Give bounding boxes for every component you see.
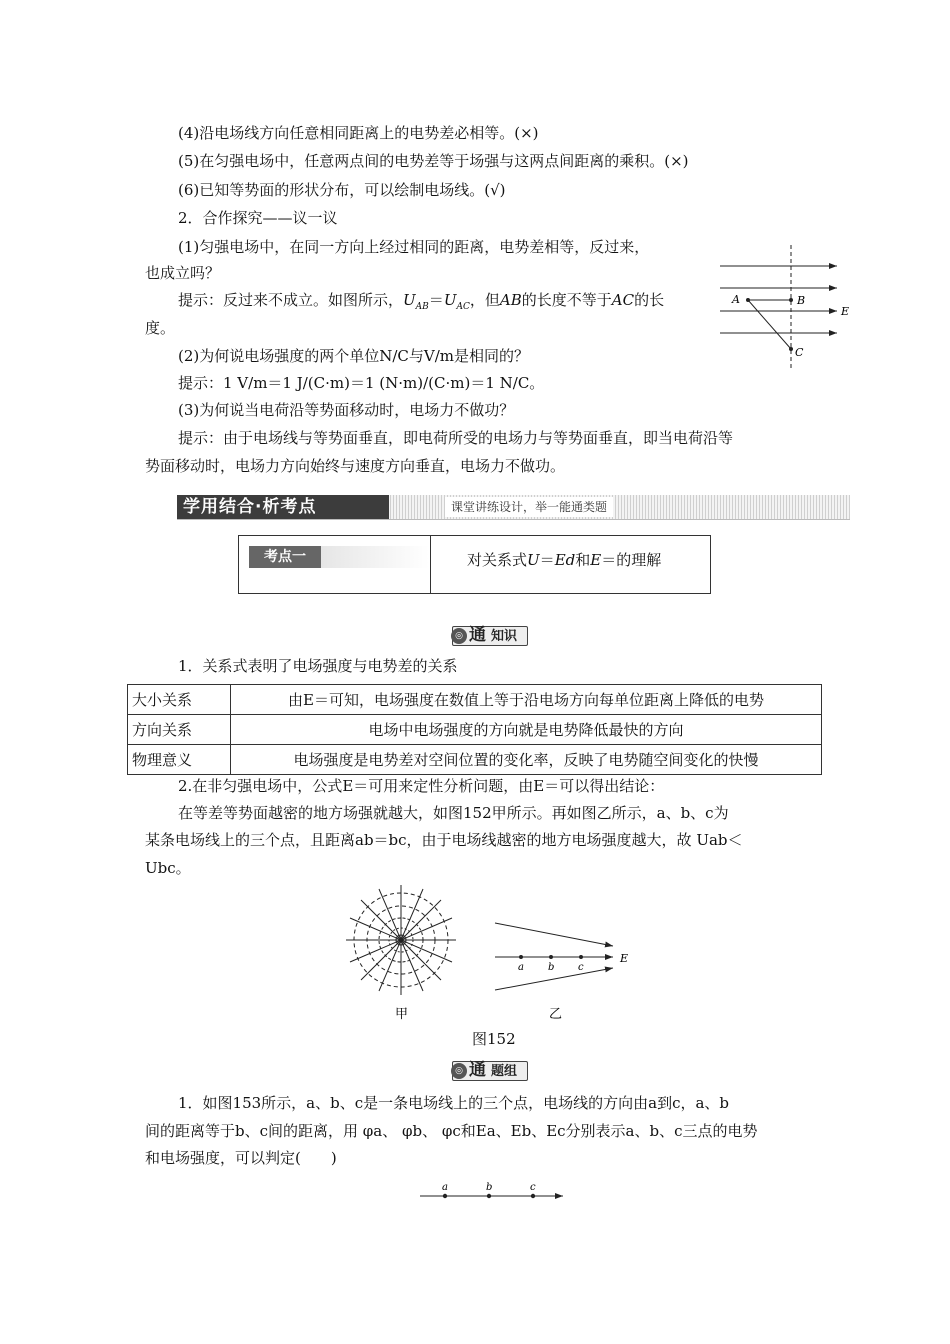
para2-line2: 某条电场线上的三个点，且距离ab＝bc，由于电场线越密的地方电场强度越大，故 Uab＜ (145, 831, 743, 849)
point-b (789, 298, 793, 302)
kaodian-strip (321, 546, 429, 568)
segment-ac (748, 300, 791, 349)
banner-title: 学用结合·析考点 (177, 495, 389, 519)
problem1-line2: 间的距离等于b、c间的距离，用 φa、 φb、 φc和Ea、Eb、Ec分别表示a、b、c三点的电势 (145, 1122, 758, 1140)
row-value: 电场中电场强度的方向就是电势降低最快的方向 (231, 715, 822, 745)
point-2: 2.在非匀强电场中，公式E＝可用来定性分析问题，由E＝可以得出结论： (178, 777, 665, 795)
kaodian-box (238, 535, 711, 594)
point-b (487, 1194, 491, 1198)
row-value: 由E＝可知，电场强度在数值上等于沿电场方向每单位距离上降低的电势 (231, 685, 822, 715)
item-5: (5)在匀强电场中，任意两点间的电势差等于场强与这两点间距离的乘积。(×) (178, 152, 689, 170)
q2-line1: (2)为何说电场强度的两个单位N/C与V/m是相同的？ (178, 347, 530, 365)
table-row (128, 685, 822, 715)
q3-hint1: 提示：由于电场线与等势面垂直，即电荷所受的电场力与等势面垂直，即当电荷沿等 (178, 429, 734, 447)
table-row (128, 715, 822, 745)
kaodian-title: 对关系式U＝Ed和E＝的理解 (467, 551, 662, 569)
relation-table (127, 684, 822, 775)
section-cooperative-inquiry: 2．合作探究——议一议 (178, 209, 338, 227)
section-tong-zhishi: ◎ 通 知识 (452, 626, 528, 646)
problem1-line3: 和电场强度，可以判定( ) (145, 1149, 337, 1167)
label-yi: 乙 (549, 1007, 563, 1022)
q2-hint: 提示：1 V/m＝1 J/(C·m)＝1 (N·m)/(C·m)＝1 N/C。 (178, 374, 545, 392)
figure-152 (345, 880, 645, 1030)
badge-icon: ◎ (451, 628, 467, 644)
kaodian-left (239, 536, 431, 593)
kaodian-tag: 考点一 (249, 546, 321, 568)
point-c (531, 1194, 535, 1198)
section-banner (177, 495, 850, 520)
section-tong-tizu: ◎ 通 题组 (452, 1061, 528, 1081)
item-4: (4)沿电场线方向任意相同距离上的电势差必相等。(×) (178, 124, 539, 142)
q3-hint2: 势面移动时，电场力方向始终与速度方向垂直，电场力不做功。 (145, 457, 566, 475)
row-head: 物理意义 (128, 745, 231, 775)
label-c: c (578, 962, 584, 973)
label-a: A (732, 293, 740, 306)
label-b: B (797, 294, 806, 307)
label-c: C (795, 346, 804, 359)
label-b: b (548, 962, 555, 973)
point-1: 1．关系式表明了电场强度与电势差的关系 (178, 657, 458, 675)
banner-subtitle: 课堂讲练设计，举一能通类题 (445, 497, 613, 517)
label-jia: 甲 (395, 1007, 409, 1022)
para2-line1: 在等差等势面越密的地方场强就越大，如图152甲所示。再如图乙所示，a、b、c为 (178, 804, 729, 822)
label-a: a (442, 1182, 448, 1193)
figure-152-caption: 图152 (472, 1030, 516, 1048)
figure-jia (346, 885, 456, 995)
label-b: b (486, 1182, 493, 1193)
label-e: E (841, 305, 850, 318)
q3-line1: (3)为何说当电荷沿等势面移动时，电场力不做功？ (178, 401, 515, 419)
problem1-line1: 1．如图153所示，a、b、c是一条电场线上的三个点，电场线的方向由a到c，a、b (178, 1094, 730, 1112)
badge-icon: ◎ (451, 1063, 467, 1079)
point-a (443, 1194, 447, 1198)
point-a (746, 298, 750, 302)
label-c: c (530, 1182, 536, 1193)
figure-153 (415, 1178, 575, 1208)
figure-yi (495, 923, 628, 990)
point-c (789, 347, 793, 351)
q1-line1: (1)匀强电场中，在同一方向上经过相同的距离，电势差相等，反过来， (178, 238, 650, 256)
row-value: 电场强度是电势差对空间位置的变化率，反映了电势随空间变化的快慢 (231, 745, 822, 775)
label-a: a (518, 962, 524, 973)
label-e: E (620, 952, 629, 965)
q1-line2: 也成立吗？ (145, 264, 221, 282)
uniform-field-figure (715, 240, 855, 375)
row-head: 大小关系 (128, 685, 231, 715)
table-row (128, 745, 822, 775)
row-head: 方向关系 (128, 715, 231, 745)
q1-hint: 提示：反过来不成立。如图所示，$U_{AB}=U_{AC}$，但AB的长度不等于AC的长 (178, 291, 665, 312)
para2-line3: Ubc。 (145, 859, 191, 877)
q1-hint-line2: 度。 (145, 319, 176, 337)
item-6: (6)已知等势面的形状分布，可以绘制电场线。(√) (178, 181, 506, 199)
